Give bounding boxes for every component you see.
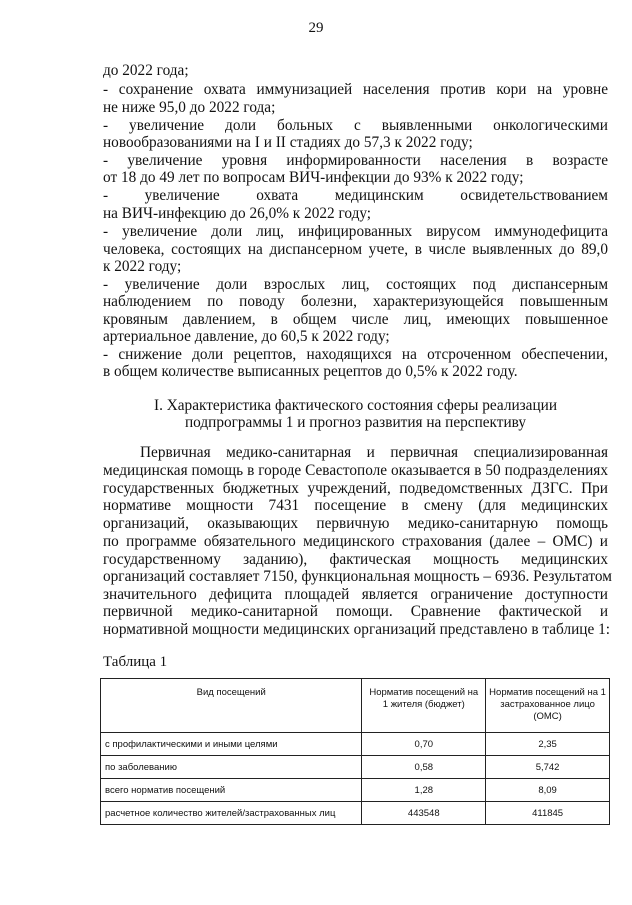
oms-value: 5,742 (486, 756, 610, 779)
list-line: - увеличение доли больных с выявленными онкологическими (103, 117, 608, 134)
list-line: - снижение доли рецептов, находящихся на отсроченном обеспечении, (103, 346, 608, 363)
paragraph-line: первичной медико-санитарной помощи. Сравнение фактической и (103, 603, 608, 620)
page-number: 29 (308, 20, 324, 36)
table-header-row (101, 679, 610, 733)
paragraph-line: государственных бюджетных учреждений, подведомственных ДЗГС. При (103, 480, 608, 497)
list-line: на ВИЧ-инфекцию до 26,0% к 2022 году; (103, 205, 372, 222)
column-header: Норматив посещений на 1 застрахованное лицо (ОМС) (486, 679, 610, 733)
section-heading-line: подпрограммы 1 и прогноз развития на перспективу (184, 414, 527, 431)
list-line: наблюдением по поводу болезни, характеризующейся повышенным (103, 293, 608, 310)
list-line: - увеличение доли лиц, инфицированных вирусом иммунодефицита (103, 223, 608, 240)
list-line: кровяным давлением, в общем числе лиц, имеющих повышенное (103, 311, 608, 328)
paragraph-line: Первичная медико-санитарная и первичная специализированная (140, 444, 608, 461)
table-row (101, 802, 610, 825)
budget-value: 1,28 (362, 779, 486, 802)
paragraph-line: организаций, оказывающих первичную медико-санитарную помощь (103, 515, 608, 532)
section-heading-line: I. Характеристика фактического состояния сферы реализации (153, 397, 558, 414)
list-line: новообразованиями на I и II стадиях до 57,3 к 2022 году; (103, 134, 473, 151)
paragraph-line: медицинская помощь в городе Севастополе оказывается в 50 подразделениях (103, 462, 608, 479)
list-line: от 18 до 49 лет по вопросам ВИЧ-инфекции до 93% к 2022 году; (103, 169, 524, 186)
row-label: по заболеванию (101, 756, 362, 779)
list-line: - увеличение охвата медицинским освидетельствованием (103, 187, 608, 204)
visits-norm-table (100, 678, 610, 825)
list-line: к 2022 году; (103, 258, 182, 275)
list-line: - увеличение доли взрослых лиц, состоящих под диспансерным (103, 276, 608, 293)
table-row (101, 779, 610, 802)
paragraph-line: по программе обязательного медицинского страхования (далее – ОМС) и (103, 533, 608, 550)
list-line: человека, состоящих на диспансерном учете, в числе выявленных до 89,0 (103, 241, 608, 258)
column-header: Вид посещений (101, 679, 362, 733)
table-caption: Таблица 1 (103, 654, 168, 670)
row-label: с профилактическими и иными целями (101, 733, 362, 756)
oms-value: 8,09 (486, 779, 610, 802)
paragraph-line: нормативной мощности медицинских организаций представлено в таблице 1: (103, 621, 610, 638)
oms-value: 2,35 (486, 733, 610, 756)
column-header: Норматив посещений на 1 жителя (бюджет) (362, 679, 486, 733)
list-line: артериальное давление, до 60,5 к 2022 году; (103, 328, 390, 345)
paragraph-line: значительного дефицита площадей является ограничение доступности (103, 586, 608, 603)
list-line: не ниже 95,0 до 2022 года; (103, 99, 276, 116)
row-label: расчетное количество жителей/застрахованных лиц (101, 802, 362, 825)
budget-value: 0,58 (362, 756, 486, 779)
table-row (101, 756, 610, 779)
budget-value: 0,70 (362, 733, 486, 756)
list-line: - сохранение охвата иммунизацией населения против кори на уровне (103, 81, 608, 98)
paragraph-line: государственному заданию), фактическая мощность медицинских (103, 551, 608, 568)
list-line: в общем количестве выписанных рецептов до 0,5% к 2022 году. (103, 363, 518, 380)
table-row (101, 733, 610, 756)
oms-value: 411845 (486, 802, 610, 825)
paragraph-line: нормативе мощности 7431 посещение в смену (для медицинских (103, 497, 608, 514)
budget-value: 443548 (362, 802, 486, 825)
row-label: всего норматив посещений (101, 779, 362, 802)
paragraph-line: организаций составляет 7150, функциональная мощность – 6936. Результатом (103, 568, 612, 585)
list-line: до 2022 года; (103, 62, 189, 79)
list-line: - увеличение уровня информированности населения в возрасте (103, 152, 608, 169)
